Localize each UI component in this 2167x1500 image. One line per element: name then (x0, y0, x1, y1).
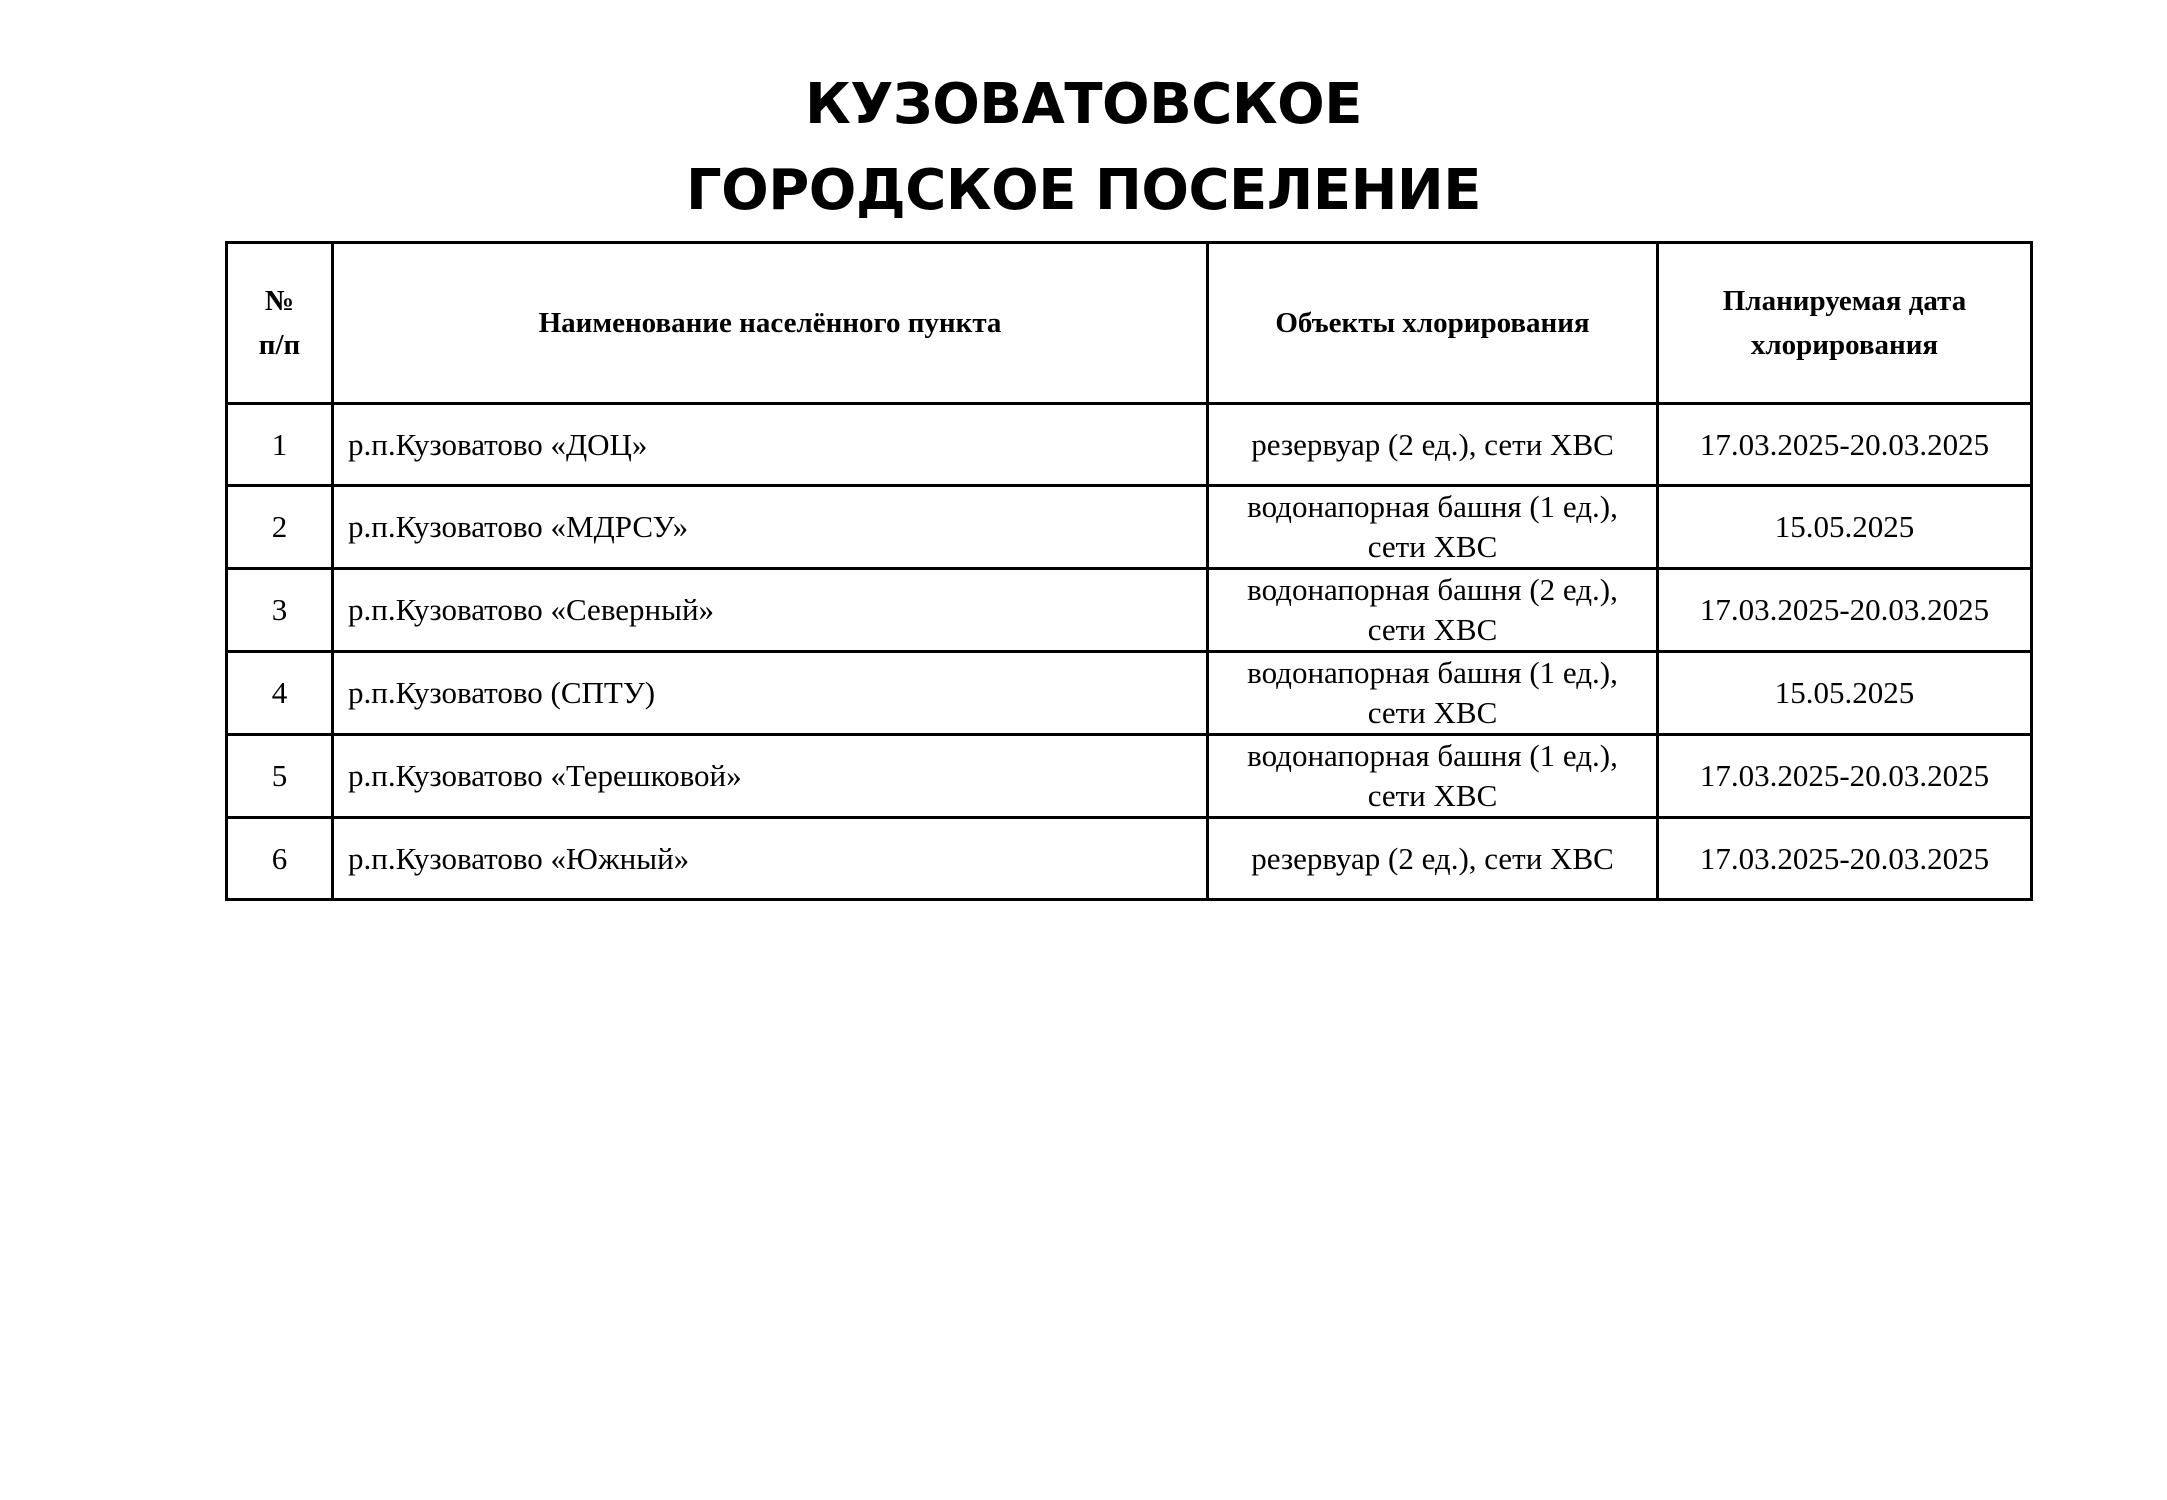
cell-date: 17.03.2025-20.03.2025 (1658, 569, 2032, 652)
page-title-line-2: ГОРОДСКОЕ ПОСЕЛЕНИЕ (685, 158, 1482, 223)
chlorination-schedule-table (225, 241, 2033, 901)
table-row (227, 486, 2032, 569)
cell-date: 17.03.2025-20.03.2025 (1658, 404, 2032, 486)
page-title (0, 62, 2167, 234)
cell-name: р.п.Кузоватово «ДОЦ» (333, 404, 1208, 486)
cell-objects: резервуар (2 ед.), сети ХВС (1208, 404, 1658, 486)
cell-num: 2 (227, 486, 333, 569)
cell-objects: водонапорная башня (1 ед.), сети ХВС (1208, 486, 1658, 569)
header-name: Наименование населённого пункта (333, 243, 1208, 404)
table-header-row (227, 243, 2032, 404)
cell-objects: резервуар (2 ед.), сети ХВС (1208, 818, 1658, 900)
cell-name: р.п.Кузоватово (СПТУ) (333, 652, 1208, 735)
cell-num: 3 (227, 569, 333, 652)
cell-name: р.п.Кузоватово «Терешковой» (333, 735, 1208, 818)
page-title-line-1: КУЗОВАТОВСКОЕ (804, 72, 1363, 137)
table-row (227, 735, 2032, 818)
cell-date: 17.03.2025-20.03.2025 (1658, 818, 2032, 900)
cell-num: 6 (227, 818, 333, 900)
cell-date: 15.05.2025 (1658, 652, 2032, 735)
cell-date: 17.03.2025-20.03.2025 (1658, 735, 2032, 818)
cell-name: р.п.Кузоватово «Южный» (333, 818, 1208, 900)
table-row (227, 652, 2032, 735)
cell-objects: водонапорная башня (1 ед.), сети ХВС (1208, 652, 1658, 735)
header-num: № п/п (227, 243, 333, 404)
cell-date: 15.05.2025 (1658, 486, 2032, 569)
cell-num: 5 (227, 735, 333, 818)
cell-objects: водонапорная башня (2 ед.), сети ХВС (1208, 569, 1658, 652)
cell-name: р.п.Кузоватово «Северный» (333, 569, 1208, 652)
cell-num: 1 (227, 404, 333, 486)
header-date: Планируемая дата хлорирования (1658, 243, 2032, 404)
cell-name: р.п.Кузоватово «МДРСУ» (333, 486, 1208, 569)
table-row (227, 404, 2032, 486)
cell-objects: водонапорная башня (1 ед.), сети ХВС (1208, 735, 1658, 818)
cell-num: 4 (227, 652, 333, 735)
table-row (227, 818, 2032, 900)
header-objects: Объекты хлорирования (1208, 243, 1658, 404)
table-row (227, 569, 2032, 652)
